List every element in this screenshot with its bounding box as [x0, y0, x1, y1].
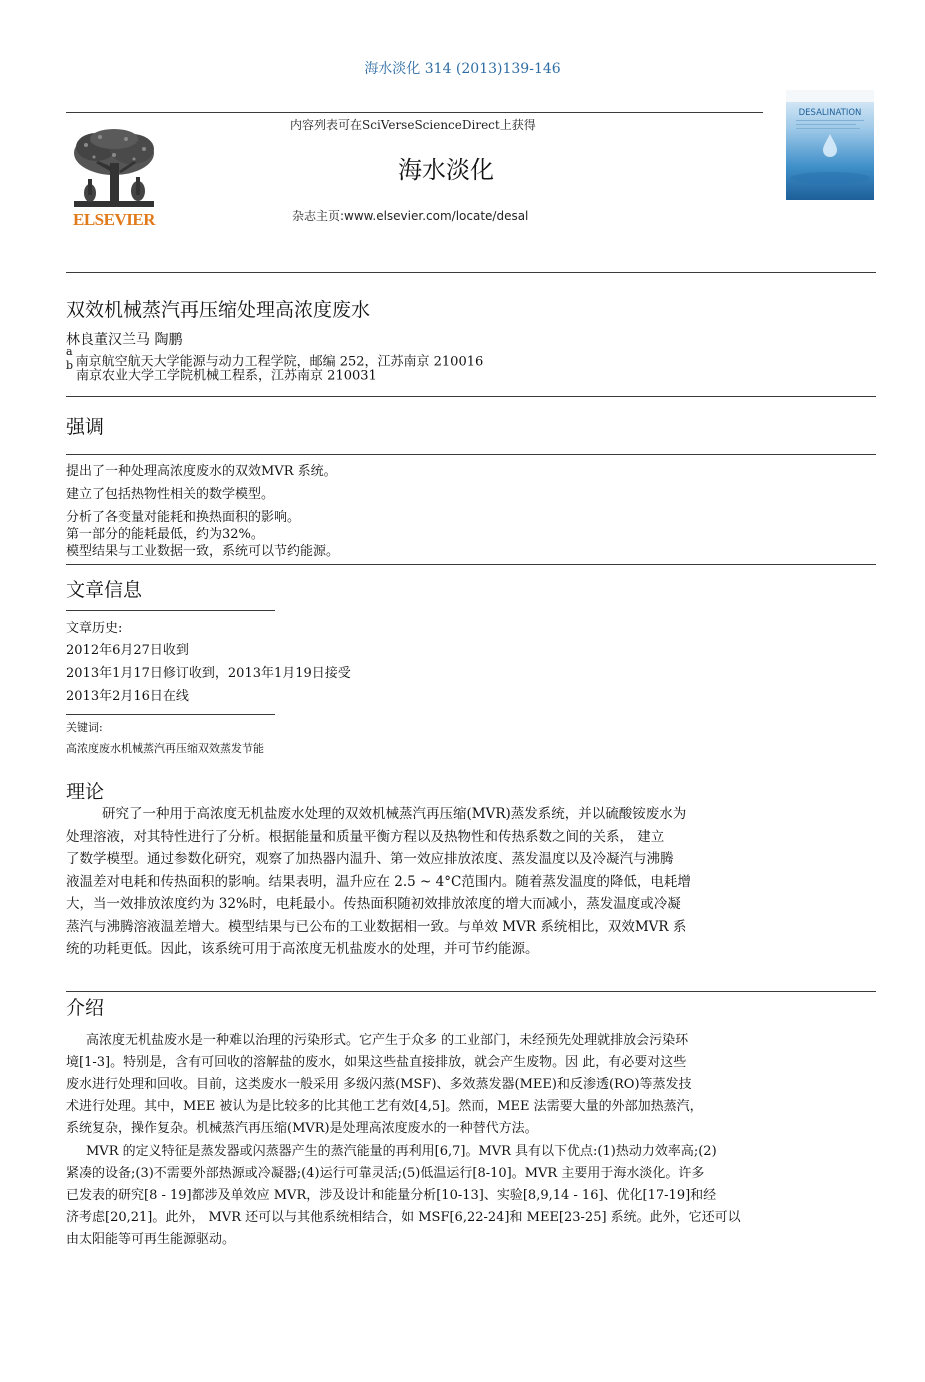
introduction-paragraph-1: [66, 1030, 886, 1140]
introduction-paragraph-2: [66, 1141, 886, 1251]
cover-title: DESALINATION: [798, 108, 862, 118]
intro-line: 废水进行处理和回收。目前，这类废水一般采用 多级闪蒸(MSF)、多效蒸发器(MEE)和反渗透(RO)等蒸发技: [66, 1077, 692, 1092]
keywords-label: 关键词:: [66, 721, 103, 734]
journal-name: 海水淡化: [398, 156, 494, 184]
abstract-line: 处理溶液，对其特性进行了分析。根据能量和质量平衡方程以及热物性和传热系数之间的关系， 建立: [66, 828, 665, 845]
article-info-rule: [66, 610, 275, 611]
intro-line: 系统复杂，操作复杂。机械蒸汽再压缩(MVR)是处理高浓度废水的一种替代方法。: [66, 1121, 538, 1136]
journal-cover-image[interactable]: [786, 90, 874, 200]
abstract-line: 了数学模型。通过参数化研究，观察了加热器内温升、第一效应排放浓度、蒸发温度以及冷凝汽与沸腾: [66, 851, 674, 867]
affiliation-mark: b: [66, 359, 74, 372]
introduction-rule: [66, 991, 876, 992]
highlight-item: 提出了一种处理高浓度废水的双效MVR 系统。: [66, 464, 337, 479]
article-history-label: 文章历史:: [66, 621, 123, 636]
header-bottom-rule: [66, 272, 876, 273]
intro-line: 境[1-3]。特别是，含有可回收的溶解盐的废水，如果这些盐直接排放，就会产生废物。因 此，有必要对这些: [66, 1055, 687, 1070]
header-top-rule: [66, 112, 763, 113]
intro-line: 已发表的研究[8 - 19]都涉及单效应 MVR，涉及设计和能量分析[10-13]、实验[8,9,14 - 16]、优化[17-19]和经: [66, 1188, 717, 1203]
abstract-line: 研究了一种用于高浓度无机盐废水处理的双效机械蒸汽再压缩(MVR)蒸发系统，并以硫酸铵废水为: [102, 806, 687, 822]
abstract-line: 大，当一效排放浓度约为 32%时，电耗最小。传热面积随初效排放浓度的增大而减小，蒸发温度或冷凝: [66, 896, 681, 912]
history-revised-accepted: 2013年1月17日修订收到，2013年1月19日接受: [66, 666, 351, 681]
highlights-heading: 强调: [66, 416, 105, 438]
affiliation-text: 南京农业大学工学院机械工程系，江苏南京 210031: [76, 368, 377, 384]
article-authors[interactable]: 林良董汉兰马 陶鹏: [66, 332, 183, 348]
introduction-heading: 介绍: [66, 997, 105, 1019]
intro-line: MVR 的定义特征是蒸发器或闪蒸器产生的蒸汽能量的再利用[6,7]。MVR 具有以下优点:(1)热动力效率高;(2): [86, 1144, 717, 1159]
abstract-line: 蒸汽与沸腾溶液温差增大。模型结果与已公布的工业数据相一致。与单效 MVR 系统相比，双效MVR 系: [66, 918, 687, 935]
article-title: 双效机械蒸汽再压缩处理高浓度废水: [66, 299, 371, 321]
intro-line: 济考虑[20,21]。此外， MVR 还可以与其他系统相结合，如 MSF[6,22-24]和 MEE[23-25] 系统。此外，它还可以: [66, 1210, 741, 1225]
affiliation-rule: [66, 396, 876, 397]
highlight-item: 模型结果与工业数据一致，系统可以节约能源。: [66, 544, 340, 559]
journal-homepage-link[interactable]: 杂志主页:www.elsevier.com/locate/desal: [292, 209, 529, 223]
highlight-item: 分析了各变量对能耗和换热面积的影响。: [66, 510, 301, 525]
abstract-line: 统的功耗更低。因此，该系统可用于高浓度无机盐废水的处理，并可节约能源。: [66, 941, 539, 957]
history-received: 2012年6月27日收到: [66, 643, 189, 658]
highlight-item: 第一部分的能耗最低，约为32%。: [66, 527, 264, 542]
keywords-rule: [66, 714, 275, 715]
abstract-heading: 理论: [66, 781, 105, 803]
intro-line: 术进行处理。其中，MEE 被认为是比较多的比其他工艺有效[4,5]。然而，MEE 法需要大量的外部加热蒸汽，: [66, 1099, 703, 1114]
elsevier-wordmark: ELSEVIER: [73, 210, 155, 229]
contents-availability-line[interactable]: 内容列表可在SciVerseScienceDirect上获得: [290, 118, 536, 132]
keywords-list[interactable]: 高浓度废水机械蒸汽再压缩双效蒸发节能: [66, 742, 264, 755]
article-info-heading: 文章信息: [66, 579, 143, 601]
intro-line: 紧凑的设备;(3)不需要外部热源或冷凝器;(4)运行可靠灵活;(5)低温运行[8-10]。MVR 主要用于海水淡化。许多: [66, 1166, 705, 1181]
affiliation-text: 南京航空航天大学能源与动力工程学院，邮编 252，江苏南京 210016: [75, 354, 484, 370]
highlights-bottom-rule: [66, 564, 876, 565]
highlight-item: 建立了包括热物性相关的数学模型。: [66, 487, 275, 502]
affiliation-mark: a: [66, 345, 73, 358]
abstract-line: 液温差对电耗和传热面积的影响。结果表明，温升应在 2.5 ~ 4°C范围内。随着蒸发温度的降低，电耗增: [66, 873, 691, 890]
intro-line: 由太阳能等可再生能源驱动。: [66, 1232, 236, 1247]
history-online: 2013年2月16日在线: [66, 689, 189, 704]
journal-reference[interactable]: 海水淡化 314 (2013)139-146: [364, 61, 561, 77]
intro-line: 高浓度无机盐废水是一种难以治理的污染形式。它产生于众多 的工业部门，未经预先处理就排放会污染环: [86, 1033, 689, 1048]
abstract-text: [66, 803, 878, 961]
highlights-top-rule: [66, 454, 876, 455]
